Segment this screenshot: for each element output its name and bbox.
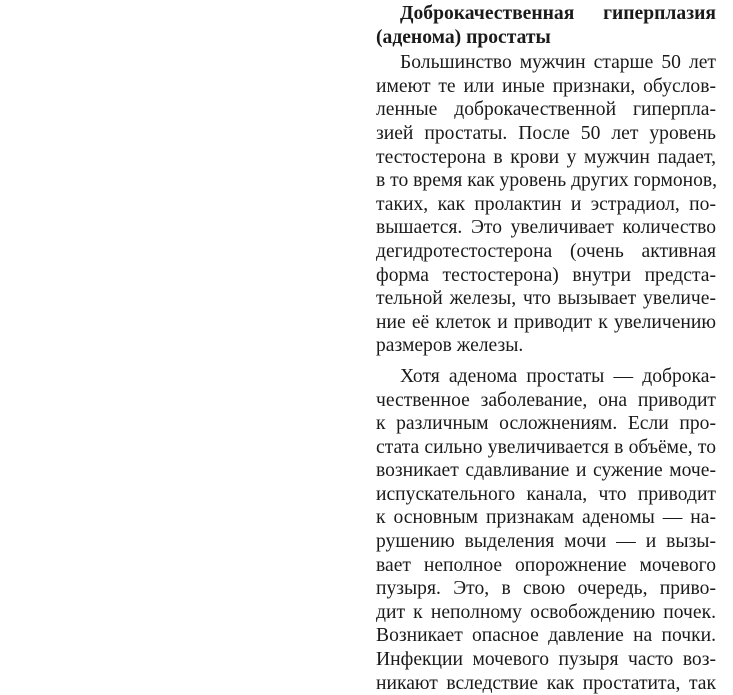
paragraph-line: тельной железы, что вызывает увеличе-: [376, 288, 716, 310]
paragraph-line: зией простаты. После 50 лет уровень: [376, 122, 716, 144]
text-column: [376, 0, 716, 695]
section-heading: [376, 2, 716, 49]
paragraph-line: Возникает опасное давление на почки.: [376, 625, 716, 647]
heading-line: Доброкачественная гиперплазия: [400, 3, 716, 24]
paragraph-line: в то время как уровень других гормонов,: [376, 170, 718, 192]
paragraph-line: к различным осложнениям. Если про-: [376, 413, 716, 435]
paragraph-line: Большинство мужчин старше 50 лет: [400, 52, 716, 74]
paragraph-line: тестостерона в крови у мужчин падает,: [376, 146, 716, 168]
paragraph-line: форма тестостерона) внутри предста-: [376, 264, 716, 286]
paragraph-line: возникает сдавливание и сужение моче-: [376, 460, 716, 482]
paragraph-line: Инфекции мочевого пузыря часто воз-: [376, 649, 716, 671]
paragraph-line: дит к неполному освобождению почек.: [376, 601, 716, 623]
paragraph-line: имеют те или иные признаки, обуслов-: [376, 75, 716, 97]
paragraph-line: ленные доброкачественной гиперпла-: [376, 99, 716, 121]
paragraph-line: рушению выделения мочи — и вызы-: [376, 531, 716, 553]
paragraph-line: таких, как пролактин и эстрадиол, по-: [376, 193, 716, 215]
paragraph-line: к основным признакам аденомы — на-: [376, 507, 716, 529]
paragraph-line: вышается. Это увеличивает количество: [376, 217, 716, 239]
paragraph-line: стата сильно увеличивается в объёме, то: [376, 436, 716, 458]
paragraph-line: испускательного канала, что приводит: [376, 483, 716, 505]
paragraph-line: дегидротестостерона (очень активная: [376, 240, 716, 262]
paragraph-line: вает неполное опорожнение мочевого: [376, 554, 716, 576]
heading-line: (аденома) простаты: [376, 26, 551, 48]
paragraph-line: Хотя аденома простаты — доброка-: [400, 365, 716, 387]
paragraph-line: чественное заболевание, она приводит: [376, 389, 716, 411]
paragraph-2: [376, 365, 716, 695]
paragraph-line: размеров железы.: [376, 335, 524, 357]
paragraph-line: никают вследствие как простатита, так: [376, 672, 716, 694]
paragraph-line: пузыря. Это, в свою очередь, приво-: [376, 578, 716, 600]
paragraph-line: ние её клеток и приводит к увеличению: [376, 311, 716, 333]
paragraph-1: [376, 51, 716, 358]
